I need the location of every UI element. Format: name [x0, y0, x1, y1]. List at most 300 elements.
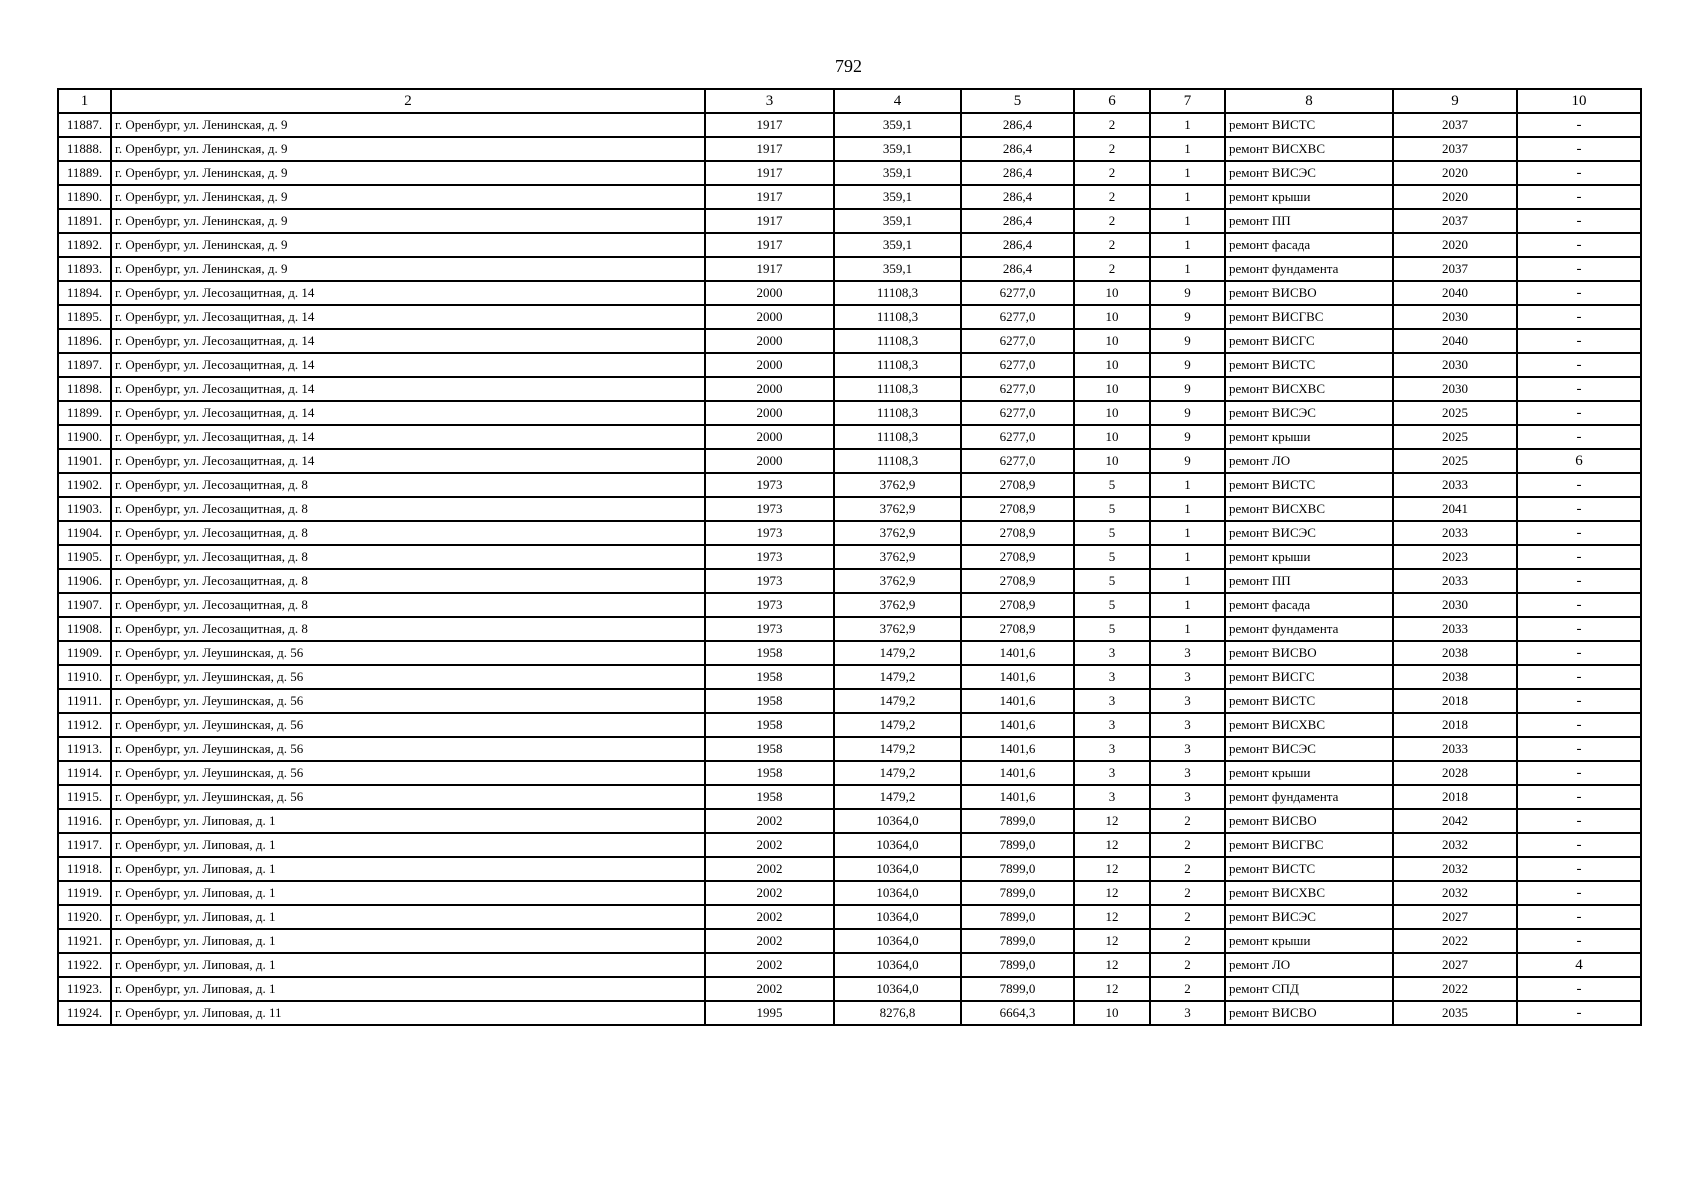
cell-work-type: ремонт фасада: [1225, 233, 1393, 257]
column-header-3: 3: [705, 89, 834, 113]
cell-extra-value: -: [1517, 281, 1641, 305]
cell-entrances: 1: [1150, 185, 1225, 209]
cell-planned-year: 2037: [1393, 113, 1517, 137]
cell-floors: 3: [1074, 761, 1150, 785]
table-row: [58, 281, 1641, 305]
cell-living-area: 6277,0: [961, 425, 1074, 449]
table-row: [58, 665, 1641, 689]
cell-total-area: 11108,3: [834, 401, 961, 425]
cell-floors: 2: [1074, 233, 1150, 257]
cell-planned-year: 2037: [1393, 209, 1517, 233]
cell-address: г. Оренбург, ул. Леушинская, д. 56: [111, 665, 705, 689]
cell-extra-value: -: [1517, 209, 1641, 233]
cell-address: г. Оренбург, ул. Леушинская, д. 56: [111, 641, 705, 665]
cell-extra-value: -: [1517, 425, 1641, 449]
cell-extra-value: 6: [1517, 449, 1641, 473]
cell-work-type: ремонт ВИСЭС: [1225, 521, 1393, 545]
table-row: [58, 185, 1641, 209]
table-row: [58, 569, 1641, 593]
cell-extra-value: 4: [1517, 953, 1641, 977]
cell-year-built: 1973: [705, 545, 834, 569]
cell-floors: 10: [1074, 425, 1150, 449]
cell-planned-year: 2033: [1393, 569, 1517, 593]
cell-extra-value: -: [1517, 569, 1641, 593]
cell-entrances: 1: [1150, 569, 1225, 593]
cell-total-area: 1479,2: [834, 785, 961, 809]
cell-row-number: 11902.: [58, 473, 111, 497]
cell-address: г. Оренбург, ул. Лесозащитная, д. 14: [111, 401, 705, 425]
cell-year-built: 2000: [705, 449, 834, 473]
cell-living-area: 2708,9: [961, 593, 1074, 617]
cell-living-area: 7899,0: [961, 905, 1074, 929]
cell-extra-value: -: [1517, 1001, 1641, 1025]
cell-address: г. Оренбург, ул. Липовая, д. 1: [111, 809, 705, 833]
cell-year-built: 1917: [705, 209, 834, 233]
cell-work-type: ремонт ВИСВО: [1225, 1001, 1393, 1025]
cell-entrances: 1: [1150, 521, 1225, 545]
cell-year-built: 2002: [705, 929, 834, 953]
cell-work-type: ремонт ВИСЭС: [1225, 905, 1393, 929]
cell-row-number: 11904.: [58, 521, 111, 545]
cell-floors: 5: [1074, 497, 1150, 521]
cell-extra-value: -: [1517, 689, 1641, 713]
cell-floors: 12: [1074, 833, 1150, 857]
column-header-8: 8: [1225, 89, 1393, 113]
cell-row-number: 11891.: [58, 209, 111, 233]
cell-address: г. Оренбург, ул. Лесозащитная, д. 14: [111, 305, 705, 329]
cell-extra-value: -: [1517, 881, 1641, 905]
table-row: [58, 833, 1641, 857]
cell-living-area: 286,4: [961, 233, 1074, 257]
cell-work-type: ремонт СПД: [1225, 977, 1393, 1001]
cell-row-number: 11895.: [58, 305, 111, 329]
cell-planned-year: 2030: [1393, 353, 1517, 377]
cell-planned-year: 2030: [1393, 377, 1517, 401]
cell-entrances: 1: [1150, 473, 1225, 497]
cell-work-type: ремонт фундамента: [1225, 617, 1393, 641]
cell-planned-year: 2033: [1393, 521, 1517, 545]
cell-year-built: 2002: [705, 977, 834, 1001]
cell-address: г. Оренбург, ул. Леушинская, д. 56: [111, 761, 705, 785]
cell-work-type: ремонт крыши: [1225, 545, 1393, 569]
cell-total-area: 1479,2: [834, 689, 961, 713]
cell-living-area: 1401,6: [961, 737, 1074, 761]
cell-address: г. Оренбург, ул. Ленинская, д. 9: [111, 233, 705, 257]
cell-work-type: ремонт ВИСГС: [1225, 329, 1393, 353]
cell-total-area: 359,1: [834, 161, 961, 185]
cell-work-type: ремонт ВИСХВС: [1225, 137, 1393, 161]
cell-planned-year: 2041: [1393, 497, 1517, 521]
cell-row-number: 11910.: [58, 665, 111, 689]
cell-year-built: 2002: [705, 833, 834, 857]
cell-extra-value: -: [1517, 185, 1641, 209]
cell-planned-year: 2027: [1393, 953, 1517, 977]
cell-row-number: 11898.: [58, 377, 111, 401]
cell-work-type: ремонт крыши: [1225, 185, 1393, 209]
table-row: [58, 401, 1641, 425]
cell-planned-year: 2020: [1393, 161, 1517, 185]
cell-row-number: 11900.: [58, 425, 111, 449]
cell-living-area: 6664,3: [961, 1001, 1074, 1025]
column-header-9: 9: [1393, 89, 1517, 113]
cell-work-type: ремонт ВИСГС: [1225, 665, 1393, 689]
cell-floors: 3: [1074, 665, 1150, 689]
cell-living-area: 7899,0: [961, 977, 1074, 1001]
cell-extra-value: -: [1517, 521, 1641, 545]
cell-row-number: 11915.: [58, 785, 111, 809]
cell-entrances: 9: [1150, 281, 1225, 305]
table-row: [58, 329, 1641, 353]
cell-work-type: ремонт ВИСТС: [1225, 113, 1393, 137]
cell-work-type: ремонт ВИСВО: [1225, 641, 1393, 665]
cell-work-type: ремонт фасада: [1225, 593, 1393, 617]
cell-extra-value: -: [1517, 353, 1641, 377]
cell-row-number: 11890.: [58, 185, 111, 209]
cell-year-built: 2002: [705, 905, 834, 929]
cell-address: г. Оренбург, ул. Лесозащитная, д. 14: [111, 377, 705, 401]
cell-living-area: 286,4: [961, 113, 1074, 137]
cell-planned-year: 2035: [1393, 1001, 1517, 1025]
cell-floors: 10: [1074, 1001, 1150, 1025]
cell-floors: 10: [1074, 281, 1150, 305]
cell-work-type: ремонт ВИСХВС: [1225, 497, 1393, 521]
cell-planned-year: 2038: [1393, 641, 1517, 665]
cell-address: г. Оренбург, ул. Лесозащитная, д. 14: [111, 425, 705, 449]
cell-entrances: 2: [1150, 857, 1225, 881]
cell-row-number: 11894.: [58, 281, 111, 305]
cell-total-area: 11108,3: [834, 449, 961, 473]
cell-address: г. Оренбург, ул. Липовая, д. 1: [111, 857, 705, 881]
cell-year-built: 2000: [705, 377, 834, 401]
cell-year-built: 1917: [705, 113, 834, 137]
cell-entrances: 1: [1150, 545, 1225, 569]
cell-floors: 3: [1074, 737, 1150, 761]
cell-total-area: 11108,3: [834, 353, 961, 377]
cell-work-type: ремонт фундамента: [1225, 785, 1393, 809]
cell-entrances: 2: [1150, 833, 1225, 857]
table-row: [58, 857, 1641, 881]
cell-extra-value: -: [1517, 137, 1641, 161]
cell-entrances: 9: [1150, 377, 1225, 401]
cell-living-area: 1401,6: [961, 785, 1074, 809]
column-header-7: 7: [1150, 89, 1225, 113]
cell-planned-year: 2025: [1393, 401, 1517, 425]
cell-work-type: ремонт ВИСГВС: [1225, 305, 1393, 329]
cell-living-area: 7899,0: [961, 809, 1074, 833]
cell-entrances: 1: [1150, 593, 1225, 617]
table-row: [58, 761, 1641, 785]
table-row: [58, 353, 1641, 377]
cell-address: г. Оренбург, ул. Лесозащитная, д. 8: [111, 497, 705, 521]
cell-living-area: 7899,0: [961, 881, 1074, 905]
cell-floors: 2: [1074, 257, 1150, 281]
cell-address: г. Оренбург, ул. Леушинская, д. 56: [111, 737, 705, 761]
table-row: [58, 953, 1641, 977]
cell-living-area: 1401,6: [961, 665, 1074, 689]
cell-floors: 5: [1074, 545, 1150, 569]
cell-floors: 5: [1074, 569, 1150, 593]
cell-total-area: 11108,3: [834, 377, 961, 401]
cell-planned-year: 2032: [1393, 857, 1517, 881]
table-row: [58, 977, 1641, 1001]
table-row: [58, 473, 1641, 497]
cell-address: г. Оренбург, ул. Липовая, д. 1: [111, 833, 705, 857]
header-row: [58, 89, 1641, 113]
cell-living-area: 6277,0: [961, 329, 1074, 353]
cell-year-built: 2002: [705, 953, 834, 977]
cell-floors: 12: [1074, 809, 1150, 833]
cell-year-built: 1973: [705, 497, 834, 521]
cell-planned-year: 2020: [1393, 185, 1517, 209]
cell-extra-value: -: [1517, 257, 1641, 281]
cell-row-number: 11916.: [58, 809, 111, 833]
table-row: [58, 233, 1641, 257]
cell-total-area: 10364,0: [834, 881, 961, 905]
cell-planned-year: 2018: [1393, 713, 1517, 737]
cell-living-area: 6277,0: [961, 401, 1074, 425]
cell-work-type: ремонт ПП: [1225, 209, 1393, 233]
cell-work-type: ремонт ЛО: [1225, 953, 1393, 977]
cell-planned-year: 2033: [1393, 737, 1517, 761]
cell-planned-year: 2030: [1393, 593, 1517, 617]
cell-floors: 10: [1074, 353, 1150, 377]
cell-year-built: 1958: [705, 665, 834, 689]
cell-year-built: 2002: [705, 809, 834, 833]
cell-extra-value: -: [1517, 713, 1641, 737]
cell-planned-year: 2040: [1393, 329, 1517, 353]
column-header-6: 6: [1074, 89, 1150, 113]
cell-entrances: 1: [1150, 617, 1225, 641]
cell-living-area: 6277,0: [961, 449, 1074, 473]
cell-floors: 2: [1074, 113, 1150, 137]
cell-living-area: 1401,6: [961, 641, 1074, 665]
cell-floors: 12: [1074, 929, 1150, 953]
cell-row-number: 11909.: [58, 641, 111, 665]
cell-planned-year: 2022: [1393, 977, 1517, 1001]
cell-row-number: 11887.: [58, 113, 111, 137]
cell-floors: 3: [1074, 785, 1150, 809]
cell-planned-year: 2025: [1393, 449, 1517, 473]
cell-address: г. Оренбург, ул. Липовая, д. 1: [111, 881, 705, 905]
cell-entrances: 2: [1150, 881, 1225, 905]
cell-address: г. Оренбург, ул. Леушинская, д. 56: [111, 713, 705, 737]
cell-total-area: 10364,0: [834, 809, 961, 833]
cell-total-area: 10364,0: [834, 977, 961, 1001]
cell-living-area: 286,4: [961, 257, 1074, 281]
cell-row-number: 11924.: [58, 1001, 111, 1025]
cell-total-area: 3762,9: [834, 521, 961, 545]
cell-floors: 12: [1074, 953, 1150, 977]
cell-address: г. Оренбург, ул. Ленинская, д. 9: [111, 209, 705, 233]
cell-year-built: 1917: [705, 161, 834, 185]
cell-work-type: ремонт ВИСВО: [1225, 281, 1393, 305]
cell-year-built: 1973: [705, 473, 834, 497]
cell-total-area: 359,1: [834, 137, 961, 161]
cell-planned-year: 2028: [1393, 761, 1517, 785]
cell-total-area: 1479,2: [834, 713, 961, 737]
cell-entrances: 9: [1150, 353, 1225, 377]
cell-year-built: 2000: [705, 425, 834, 449]
cell-floors: 5: [1074, 593, 1150, 617]
cell-entrances: 1: [1150, 497, 1225, 521]
cell-year-built: 2000: [705, 401, 834, 425]
cell-total-area: 3762,9: [834, 473, 961, 497]
cell-address: г. Оренбург, ул. Липовая, д. 11: [111, 1001, 705, 1025]
cell-extra-value: -: [1517, 401, 1641, 425]
cell-extra-value: -: [1517, 497, 1641, 521]
cell-planned-year: 2040: [1393, 281, 1517, 305]
cell-entrances: 1: [1150, 137, 1225, 161]
cell-living-area: 286,4: [961, 185, 1074, 209]
cell-work-type: ремонт ВИСГВС: [1225, 833, 1393, 857]
cell-row-number: 11906.: [58, 569, 111, 593]
cell-work-type: ремонт крыши: [1225, 761, 1393, 785]
cell-row-number: 11889.: [58, 161, 111, 185]
cell-floors: 12: [1074, 881, 1150, 905]
cell-floors: 10: [1074, 377, 1150, 401]
cell-row-number: 11908.: [58, 617, 111, 641]
cell-work-type: ремонт крыши: [1225, 929, 1393, 953]
cell-entrances: 2: [1150, 905, 1225, 929]
table-row: [58, 689, 1641, 713]
cell-year-built: 1958: [705, 713, 834, 737]
cell-work-type: ремонт ВИСХВС: [1225, 377, 1393, 401]
cell-floors: 2: [1074, 161, 1150, 185]
cell-entrances: 9: [1150, 425, 1225, 449]
cell-entrances: 3: [1150, 665, 1225, 689]
cell-year-built: 2002: [705, 857, 834, 881]
cell-work-type: ремонт ВИСТС: [1225, 689, 1393, 713]
cell-row-number: 11899.: [58, 401, 111, 425]
cell-address: г. Оренбург, ул. Лесозащитная, д. 8: [111, 569, 705, 593]
cell-entrances: 3: [1150, 689, 1225, 713]
cell-total-area: 10364,0: [834, 953, 961, 977]
cell-planned-year: 2033: [1393, 473, 1517, 497]
cell-year-built: 2002: [705, 881, 834, 905]
cell-row-number: 11896.: [58, 329, 111, 353]
cell-address: г. Оренбург, ул. Лесозащитная, д. 8: [111, 545, 705, 569]
cell-work-type: ремонт ВИСТС: [1225, 857, 1393, 881]
cell-living-area: 2708,9: [961, 545, 1074, 569]
column-header-2: 2: [111, 89, 705, 113]
cell-floors: 10: [1074, 329, 1150, 353]
cell-total-area: 359,1: [834, 185, 961, 209]
cell-living-area: 7899,0: [961, 857, 1074, 881]
cell-work-type: ремонт ВИСЭС: [1225, 737, 1393, 761]
cell-entrances: 3: [1150, 1001, 1225, 1025]
cell-floors: 12: [1074, 857, 1150, 881]
cell-address: г. Оренбург, ул. Лесозащитная, д. 8: [111, 473, 705, 497]
cell-planned-year: 2025: [1393, 425, 1517, 449]
cell-year-built: 2000: [705, 305, 834, 329]
cell-address: г. Оренбург, ул. Липовая, д. 1: [111, 953, 705, 977]
cell-row-number: 11911.: [58, 689, 111, 713]
cell-living-area: 6277,0: [961, 305, 1074, 329]
cell-row-number: 11914.: [58, 761, 111, 785]
cell-address: г. Оренбург, ул. Ленинская, д. 9: [111, 257, 705, 281]
cell-extra-value: -: [1517, 809, 1641, 833]
cell-entrances: 2: [1150, 809, 1225, 833]
cell-year-built: 1995: [705, 1001, 834, 1025]
cell-planned-year: 2032: [1393, 833, 1517, 857]
cell-entrances: 1: [1150, 233, 1225, 257]
cell-extra-value: -: [1517, 833, 1641, 857]
cell-entrances: 2: [1150, 929, 1225, 953]
column-header-10: 10: [1517, 89, 1641, 113]
cell-total-area: 10364,0: [834, 905, 961, 929]
cell-total-area: 1479,2: [834, 737, 961, 761]
cell-row-number: 11913.: [58, 737, 111, 761]
column-header-1: 1: [58, 89, 111, 113]
cell-address: г. Оренбург, ул. Ленинская, д. 9: [111, 137, 705, 161]
cell-entrances: 1: [1150, 161, 1225, 185]
table-row: [58, 209, 1641, 233]
cell-row-number: 11892.: [58, 233, 111, 257]
cell-work-type: ремонт ВИСХВС: [1225, 881, 1393, 905]
cell-floors: 10: [1074, 449, 1150, 473]
cell-row-number: 11921.: [58, 929, 111, 953]
cell-entrances: 1: [1150, 113, 1225, 137]
table-row: [58, 929, 1641, 953]
cell-living-area: 7899,0: [961, 833, 1074, 857]
cell-work-type: ремонт ВИСТС: [1225, 353, 1393, 377]
cell-planned-year: 2020: [1393, 233, 1517, 257]
cell-row-number: 11912.: [58, 713, 111, 737]
cell-floors: 3: [1074, 713, 1150, 737]
cell-total-area: 3762,9: [834, 497, 961, 521]
table-row: [58, 449, 1641, 473]
cell-total-area: 1479,2: [834, 641, 961, 665]
cell-floors: 2: [1074, 209, 1150, 233]
table-row: [58, 425, 1641, 449]
cell-entrances: 3: [1150, 641, 1225, 665]
cell-work-type: ремонт ПП: [1225, 569, 1393, 593]
cell-living-area: 2708,9: [961, 497, 1074, 521]
cell-row-number: 11893.: [58, 257, 111, 281]
cell-living-area: 286,4: [961, 209, 1074, 233]
table-row: [58, 809, 1641, 833]
cell-planned-year: 2033: [1393, 617, 1517, 641]
cell-floors: 5: [1074, 617, 1150, 641]
cell-entrances: 3: [1150, 713, 1225, 737]
cell-floors: 2: [1074, 185, 1150, 209]
cell-total-area: 1479,2: [834, 665, 961, 689]
table-row: [58, 137, 1641, 161]
cell-work-type: ремонт ЛО: [1225, 449, 1393, 473]
cell-year-built: 1917: [705, 137, 834, 161]
cell-entrances: 1: [1150, 257, 1225, 281]
cell-planned-year: 2037: [1393, 137, 1517, 161]
cell-floors: 12: [1074, 977, 1150, 1001]
table-row: [58, 593, 1641, 617]
cell-year-built: 1917: [705, 257, 834, 281]
cell-row-number: 11901.: [58, 449, 111, 473]
cell-address: г. Оренбург, ул. Липовая, д. 1: [111, 929, 705, 953]
cell-work-type: ремонт крыши: [1225, 425, 1393, 449]
table-row: [58, 377, 1641, 401]
table-row: [58, 641, 1641, 665]
column-header-5: 5: [961, 89, 1074, 113]
column-header-4: 4: [834, 89, 961, 113]
cell-year-built: 1958: [705, 737, 834, 761]
cell-living-area: 1401,6: [961, 761, 1074, 785]
cell-year-built: 1958: [705, 785, 834, 809]
cell-floors: 3: [1074, 689, 1150, 713]
cell-year-built: 1973: [705, 593, 834, 617]
cell-living-area: 6277,0: [961, 353, 1074, 377]
cell-extra-value: -: [1517, 857, 1641, 881]
cell-floors: 10: [1074, 401, 1150, 425]
